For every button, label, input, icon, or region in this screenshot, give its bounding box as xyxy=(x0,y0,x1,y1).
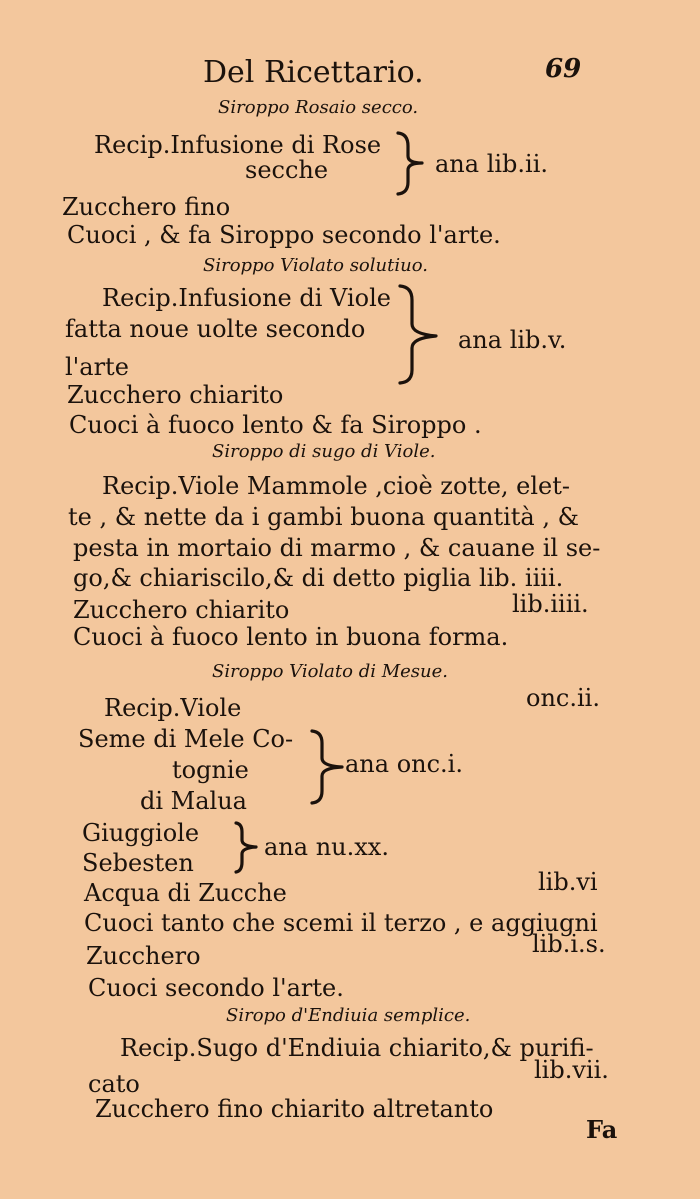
recipe-line: lib.vii. xyxy=(534,1056,609,1084)
recipe-line: Recip.Sugo d'Endiuia chiarito,& purifi- xyxy=(120,1034,594,1062)
recipe-line: Cuoci à fuoco lento in buona forma. xyxy=(73,623,509,651)
page-number: 69 xyxy=(545,54,582,84)
recipe-line: Cuoci secondo l'arte. xyxy=(88,974,344,1002)
recipe-line: Acqua di Zucche xyxy=(84,879,287,907)
recipe-line: Giuggiole xyxy=(82,819,200,847)
brace-icon xyxy=(308,727,348,807)
recipe-line: Cuoci à fuoco lento & fa Siroppo . xyxy=(69,411,482,439)
recipe-line: Zucchero xyxy=(86,942,201,970)
catchword: Fa xyxy=(586,1115,618,1144)
recipe-line: pesta in mortaio di marmo , & cauane il se- xyxy=(73,534,601,562)
recipe-line: secche xyxy=(245,156,329,184)
recipe-line: onc.ii. xyxy=(526,684,600,712)
recipe-line: Sebesten xyxy=(82,849,194,877)
recipe-line: Seme di Mele Co- xyxy=(78,725,294,753)
recipe-line: ana nu.xx. xyxy=(264,833,389,861)
brace-icon xyxy=(392,128,432,198)
recipe-line: Cuoci tanto che scemi il terzo , e aggiugni xyxy=(84,909,598,937)
recipe-line: lib.iiii. xyxy=(512,590,589,618)
brace-icon xyxy=(232,820,262,876)
recipe-line: Zucchero fino xyxy=(62,193,231,221)
recipe-line: lib.vi xyxy=(538,868,598,896)
recipe-title: Siropo d'Endiuia semplice. xyxy=(226,1005,471,1026)
recipe-line: go,& chiariscilo,& di detto piglia lib. iiii. xyxy=(73,564,564,592)
recipe-line: Zucchero chiarito xyxy=(73,596,290,624)
recipe-line: lib.i.s. xyxy=(532,930,606,958)
recipe-line: cato xyxy=(88,1070,140,1098)
recipe-line: l'arte xyxy=(65,353,129,381)
recipe-line: tognie xyxy=(172,756,249,784)
recipe-line: te , & nette da i gambi buona quantità , & xyxy=(68,503,579,531)
recipe-line: ana lib.ii. xyxy=(435,150,549,178)
recipe-line: ana lib.v. xyxy=(458,326,567,354)
recipe-line: Recip.Viole xyxy=(104,694,242,722)
recipe-line: Zucchero fino chiarito altretanto xyxy=(95,1095,494,1123)
brace-icon xyxy=(396,282,444,386)
recipe-line: Recip.Infusione di Rose xyxy=(94,131,382,159)
recipe-line: di Malua xyxy=(140,787,247,815)
recipe-title: Siroppo Violato di Mesue. xyxy=(212,661,448,682)
recipe-title: Siroppo Violato solutiuo. xyxy=(203,255,428,276)
running-head: Del Ricettario. xyxy=(203,55,424,90)
recipe-title: Siroppo Rosaio secco. xyxy=(218,97,419,118)
recipe-line: Cuoci , & fa Siroppo secondo l'arte. xyxy=(67,221,501,249)
recipe-line: Recip.Infusione di Viole xyxy=(102,284,391,312)
recipe-line: Zucchero chiarito xyxy=(67,381,284,409)
recipe-line: Recip.Viole Mammole ,cioè zotte, elet- xyxy=(102,472,570,500)
recipe-line: ana onc.i. xyxy=(345,750,463,778)
recipe-title: Siroppo di sugo di Viole. xyxy=(212,441,436,462)
recipe-line: fatta noue uolte secondo xyxy=(65,315,366,343)
